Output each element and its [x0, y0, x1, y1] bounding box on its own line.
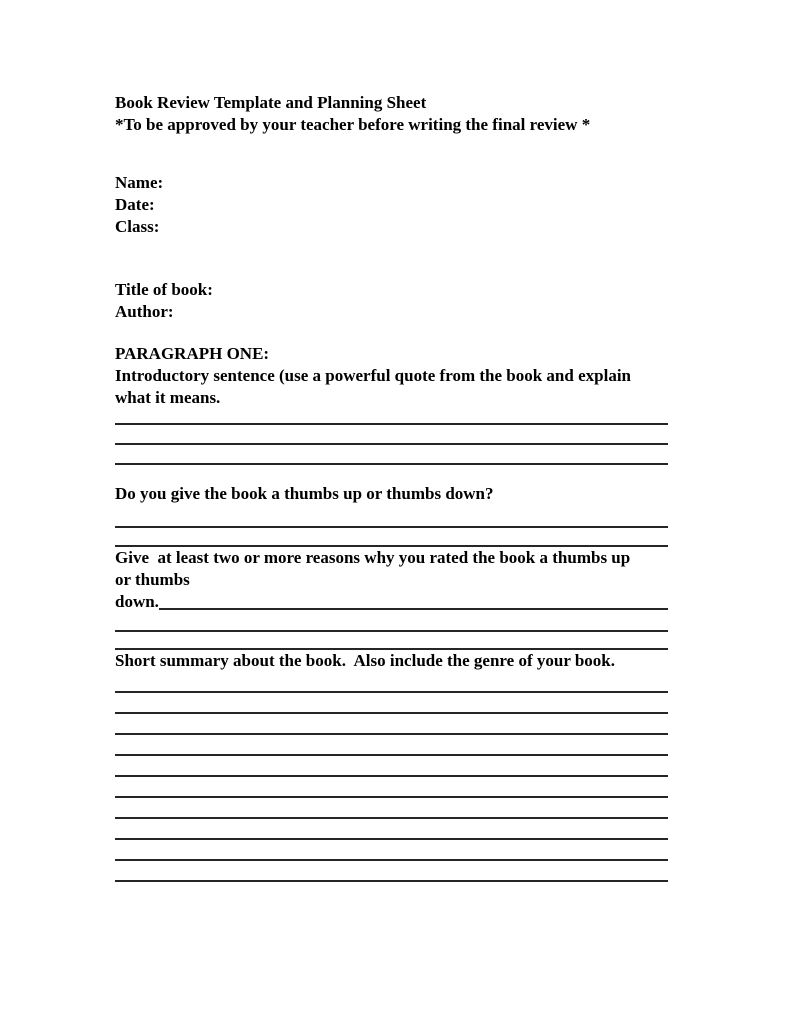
reasons-prompt-line2: or thumbs: [115, 570, 190, 589]
answer-line: [115, 735, 668, 756]
thumbs-question: Do you give the book a thumbs up or thumbs down?: [115, 484, 494, 503]
answer-line: [115, 409, 668, 425]
answer-line: [115, 528, 668, 547]
answer-line: [115, 425, 668, 445]
author-label: Author:: [115, 302, 174, 321]
answer-line: [115, 672, 668, 693]
reasons-section: [115, 547, 668, 613]
answer-line: [115, 756, 668, 777]
document-subtitle: *To be approved by your teacher before writing the final review *: [115, 115, 591, 134]
answer-line: [115, 840, 668, 861]
book-info-section: [115, 279, 668, 323]
answer-line: [115, 613, 668, 632]
answer-line: [115, 505, 668, 528]
document-title: Book Review Template and Planning Sheet: [115, 93, 427, 112]
down-label: down.: [115, 592, 159, 611]
paragraph-one-prompt-line1: Introductory sentence (use a powerful quote from the book and explain: [115, 366, 631, 385]
answer-line: [115, 632, 668, 650]
name-label: Name:: [115, 173, 164, 192]
answer-line: [115, 714, 668, 735]
answer-line: [115, 798, 668, 819]
thumbs-answer-lines: [115, 505, 668, 547]
summary-prompt: Short summary about the book. Also include the genre of your book.: [115, 651, 615, 670]
reasons-answer-lines: [115, 613, 668, 650]
date-label: Date:: [115, 195, 155, 214]
answer-line: [115, 819, 668, 840]
reasons-prompt-line3: [115, 591, 668, 613]
student-info-section: [115, 172, 668, 238]
paragraph-one-section: [115, 343, 668, 409]
paragraph-one-heading: PARAGRAPH ONE:: [115, 344, 270, 363]
answer-line: [115, 693, 668, 714]
answer-line: [115, 777, 668, 798]
summary-answer-lines: [115, 672, 668, 882]
down-fill-line: [159, 608, 668, 610]
reasons-prompt-line1: Give at least two or more reasons why you rated the book a thumbs up: [115, 548, 631, 567]
document-header: [115, 92, 668, 136]
intro-answer-lines: [115, 409, 668, 465]
book-title-label: Title of book:: [115, 280, 213, 299]
answer-line: [115, 445, 668, 465]
paragraph-one-prompt-line2: what it means.: [115, 388, 221, 407]
answer-line: [115, 861, 668, 882]
class-label: Class:: [115, 217, 160, 236]
document-content: [115, 92, 668, 882]
